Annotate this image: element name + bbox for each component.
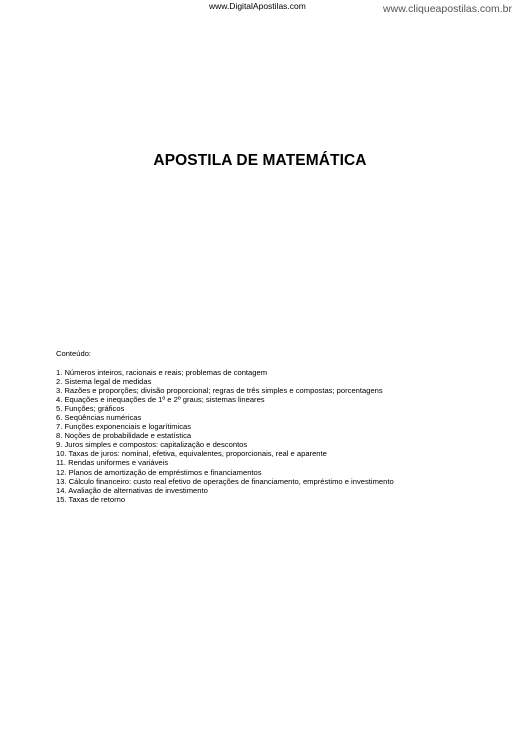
toc-item: 8. Noções de probabilidade e estatística — [56, 431, 192, 441]
document-title: APOSTILA DE MATEMÁTICA — [153, 152, 367, 169]
table-of-contents — [56, 368, 394, 504]
toc-item: 10. Taxas de juros: nominal, efetiva, equivalentes, proporcionais, real e aparente — [56, 449, 327, 459]
toc-item: 4. Equações e inequações de 1º e 2º graus; sistemas lineares — [56, 395, 265, 405]
toc-item: 11. Rendas uniformes e variáveis — [56, 458, 169, 468]
content-label: Conteúdo: — [56, 349, 92, 358]
header-cliqueapostilas-url: www.cliqueapostilas.com.br — [383, 3, 512, 15]
toc-item: 6. Seqüências numéricas — [56, 413, 142, 423]
header-digitalapostilas-url: www.DigitalApostilas.com — [209, 1, 306, 11]
toc-item: 7. Funções exponenciais e logarítimicas — [56, 422, 192, 432]
toc-item: 1. Números inteiros, racionais e reais; problemas de contagem — [56, 368, 268, 377]
toc-item: 2. Sistema legal de medidas — [56, 377, 152, 387]
toc-item: 14. Avaliação de alternativas de investimento — [56, 485, 208, 495]
toc-item: 15. Taxas de retorno — [56, 494, 126, 504]
toc-item: 3. Razões e proporções; divisão proporcional; regras de três simples e compostas; porcentagens — [56, 386, 383, 396]
toc-item: 9. Juros simples e compostos: capitalização e descontos — [56, 440, 248, 450]
toc-item: 12. Planos de amortização de empréstimos e financiamentos — [56, 467, 262, 477]
toc-item: 13. Cálculo financeiro: custo real efetivo de operações de financiamento, empréstimo e investimento — [56, 476, 394, 486]
toc-item: 5. Funções; gráficos — [56, 404, 125, 414]
